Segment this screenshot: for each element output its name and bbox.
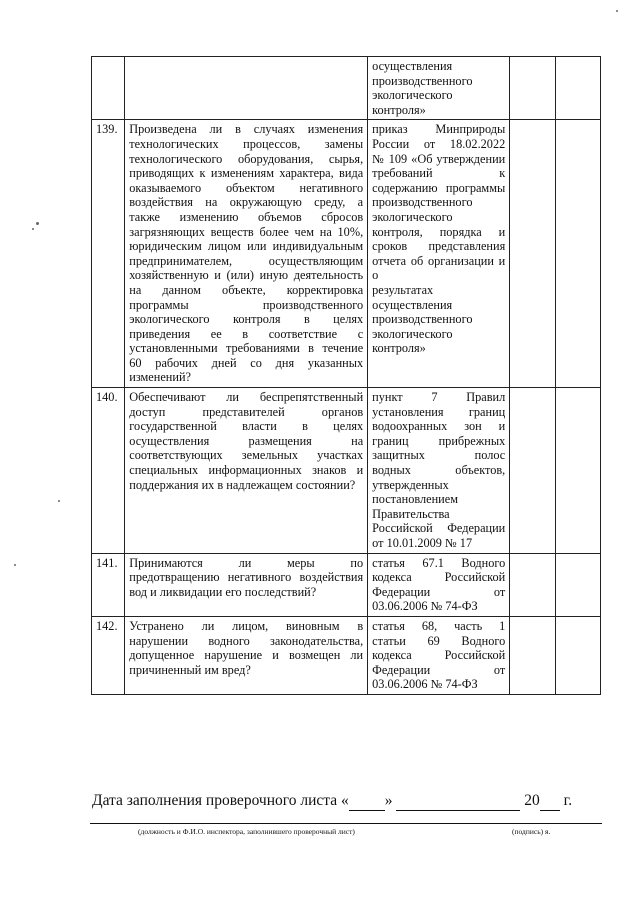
question-line: приводящих к изменениям характера, вида: [129, 166, 364, 181]
table-row: [92, 616, 601, 694]
answer-cell[interactable]: [510, 120, 555, 388]
reference-line: экологического: [372, 209, 453, 224]
reference-line: статья 68, часть 1: [372, 618, 506, 633]
reference-line: контроля»: [372, 341, 426, 356]
checklist-table: [91, 56, 601, 695]
reference-line: постановлением: [372, 492, 459, 507]
question-line: специальных информационных знаков и: [129, 463, 364, 478]
signature-caption: (подпись) я.: [512, 827, 551, 836]
reference-line: осуществления: [372, 297, 453, 312]
reference-line: осуществления: [372, 59, 453, 73]
answer-cell[interactable]: [510, 57, 555, 120]
question-line: юридическим лицом или индивидуальным: [129, 239, 364, 254]
question-line: осуществления размещения на: [129, 433, 364, 448]
question-line: программы производственного: [129, 297, 364, 312]
reference-line: водоохранных зон и: [372, 419, 506, 434]
reference-line: экологического: [372, 88, 453, 103]
question-line: причиненный им вред?: [129, 662, 251, 677]
legal-reference: [368, 120, 510, 388]
requirement-question: [125, 57, 368, 120]
item-number: 142.: [92, 616, 125, 694]
reference-line: 03.06.2006 № 74-ФЗ: [372, 677, 478, 692]
legal-reference: [368, 388, 510, 554]
reference-line: сроков представления: [372, 239, 506, 254]
question-line: технологических процессов, замены: [129, 136, 364, 151]
requirement-question: [125, 616, 368, 694]
fill-date-label: Дата заполнения проверочного листа «: [92, 792, 349, 809]
question-line: загрязняющих веществ более чем на 10%,: [129, 224, 364, 239]
question-line: предпринимателем, осуществляющим: [129, 253, 364, 268]
reference-line: водных объектов,: [372, 463, 506, 478]
month-blank[interactable]: [396, 792, 520, 811]
reference-line: отчета об организации и о: [372, 253, 506, 283]
reference-line: кодекса Российской: [372, 570, 506, 585]
note-cell[interactable]: [555, 388, 600, 554]
question-line: допущенное нарушение и возмещен ли: [129, 648, 364, 663]
reference-line: России от 18.02.2022: [372, 136, 506, 151]
scan-speck: [36, 222, 39, 225]
scan-speck: [32, 228, 34, 230]
reference-line: статьи 69 Водного: [372, 633, 506, 648]
question-line: также изменению объемов сбросов: [129, 209, 364, 224]
inspector-caption: (должность и Ф.И.О. инспектора, заполнившего проверочный лист): [138, 827, 355, 836]
reference-line: Российской Федерации: [372, 521, 506, 536]
year-prefix: 20: [524, 792, 540, 809]
reference-line: от 10.01.2009 № 17: [372, 536, 473, 550]
reference-line: контроля»: [372, 102, 426, 117]
question-line: хозяйственную и (или) иную деятельность: [129, 268, 364, 283]
reference-line: защитных полос: [372, 448, 506, 463]
item-number: 140.: [92, 388, 125, 554]
requirement-question: [125, 120, 368, 388]
reference-line: Правительства: [372, 506, 450, 521]
question-line: изменений?: [129, 370, 191, 385]
table-row: [92, 388, 601, 554]
question-line: соответствующих земельных участках: [129, 448, 364, 463]
year-suffix: г.: [563, 792, 573, 809]
question-line: на данном объекте, корректировка: [129, 282, 364, 297]
reference-line: экологического: [372, 326, 453, 341]
reference-line: пункт 7 Правил: [372, 390, 506, 405]
note-cell[interactable]: [555, 120, 600, 388]
reference-line: кодекса Российской: [372, 648, 506, 663]
question-line: Принимаются ли меры по: [129, 555, 364, 570]
reference-line: производственного: [372, 73, 473, 88]
scan-speck: [616, 10, 618, 12]
reference-line: содержанию программы: [372, 180, 506, 195]
question-line: поддержания их в надлежащем состоянии?: [129, 477, 356, 492]
item-number: 139.: [92, 120, 125, 388]
legal-reference: [368, 57, 510, 120]
answer-cell[interactable]: [510, 553, 555, 616]
question-line: государственной власти в целях: [129, 419, 364, 434]
reference-line: результатах: [372, 282, 434, 297]
reference-line: утвержденных: [372, 477, 449, 492]
day-blank[interactable]: [349, 792, 385, 811]
question-line: оказываемого объектом негативного: [129, 180, 364, 195]
legal-reference: [368, 553, 510, 616]
reference-line: границ прибрежных: [372, 433, 506, 448]
reference-line: производственного: [372, 312, 473, 327]
question-line: Устранено ли лицом, виновным в: [129, 618, 364, 633]
scan-speck: [14, 564, 16, 566]
year-blank[interactable]: [540, 792, 560, 811]
question-line: доступ представителей органов: [129, 404, 364, 419]
requirement-question: [125, 388, 368, 554]
answer-cell[interactable]: [510, 388, 555, 554]
table-row: [92, 57, 601, 120]
fill-date-line: [92, 792, 572, 811]
requirement-question: [125, 553, 368, 616]
note-cell[interactable]: [555, 57, 600, 120]
reference-line: Федерации от: [372, 584, 506, 599]
table-row: [92, 120, 601, 388]
question-line: предотвращению негативного воздействия: [129, 570, 364, 585]
question-line: Обеспечивают ли беспрепятственный: [129, 390, 364, 405]
reference-line: установления границ: [372, 404, 506, 419]
question-line: экологического контроля в целях: [129, 312, 364, 327]
reference-line: требований к: [372, 166, 506, 181]
question-line: Произведена ли в случаях изменения: [129, 122, 364, 137]
question-line: установленными требованиями в течение: [129, 341, 364, 356]
question-line: воздействия на окружающую среду, а: [129, 195, 364, 210]
item-number: [92, 57, 125, 120]
reference-line: контроля, порядка и: [372, 224, 506, 239]
reference-line: статья 67.1 Водного: [372, 555, 506, 570]
table-row: [92, 553, 601, 616]
quote-close: »: [384, 792, 393, 809]
reference-line: Федерации от: [372, 662, 506, 677]
note-cell[interactable]: [555, 616, 600, 694]
answer-cell[interactable]: [510, 616, 555, 694]
question-line: вод и ликвидации его последствий?: [129, 584, 317, 599]
question-line: приведения ее в соответствие с: [129, 326, 364, 341]
reference-line: производственного: [372, 195, 473, 210]
checklist-rows: [92, 57, 601, 695]
item-number: 141.: [92, 553, 125, 616]
note-cell[interactable]: [555, 553, 600, 616]
question-line: нарушении водного законодательства,: [129, 633, 364, 648]
scan-speck: [58, 500, 60, 502]
question-line: 60 рабочих дней со дня указанных: [129, 355, 364, 370]
reference-line: № 109 «Об утверждении: [372, 151, 506, 166]
question-line: технологического оборудования, сырья,: [129, 151, 364, 166]
reference-line: приказ Минприроды: [372, 122, 506, 137]
reference-line: 03.06.2006 № 74-ФЗ: [372, 599, 478, 614]
signature-line: [90, 823, 602, 824]
legal-reference: [368, 616, 510, 694]
